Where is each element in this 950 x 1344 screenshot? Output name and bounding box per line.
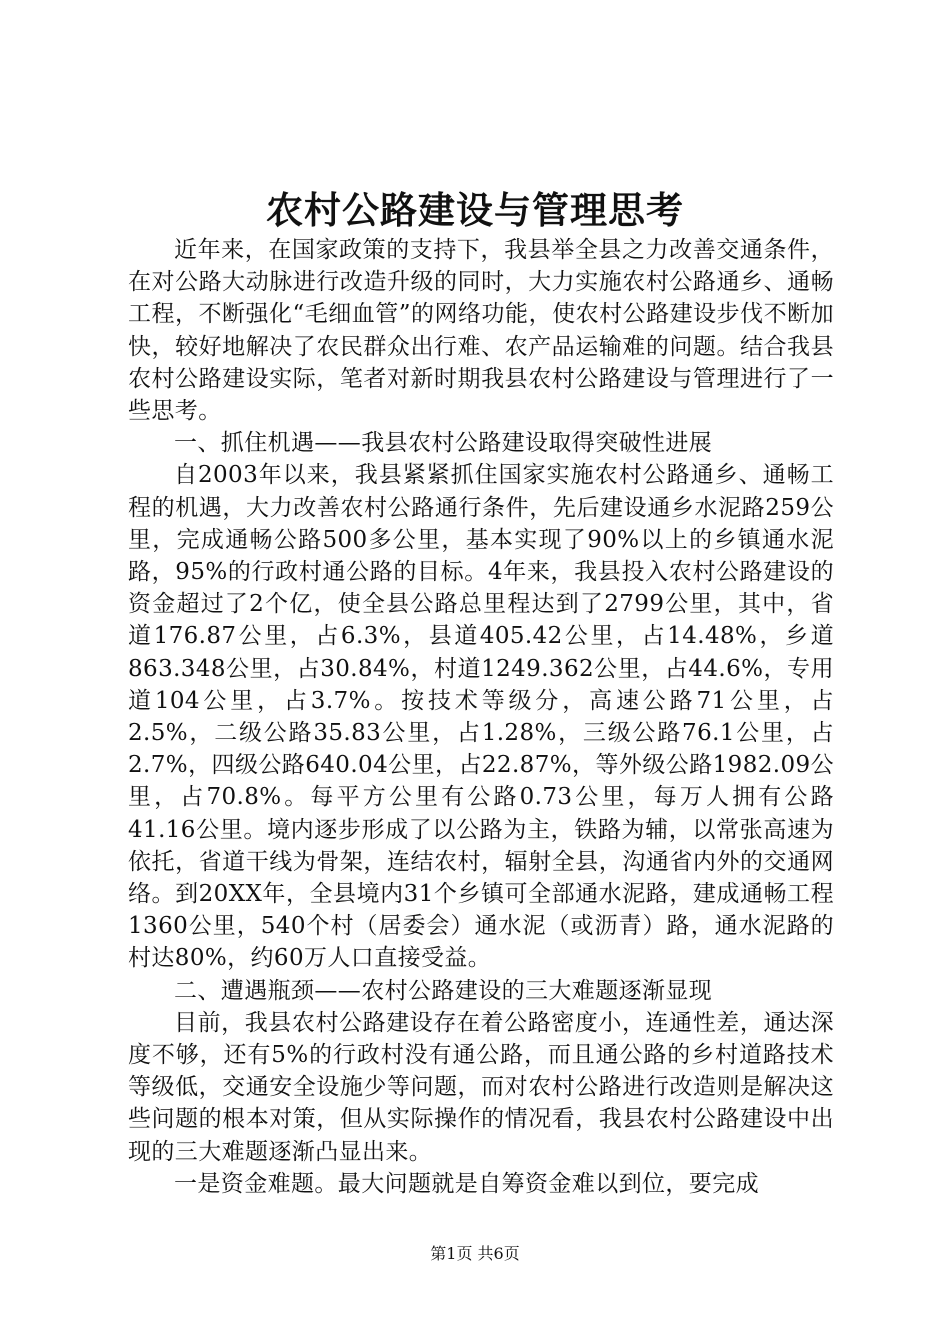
document-body: [128, 234, 834, 1200]
section-2-paragraph-continued: 一是资金难题。最大问题就是自筹资金难以到位，要完成: [174, 1170, 759, 1197]
page-footer: 第1页 共6页: [430, 1244, 520, 1263]
section-heading-2: 二、遭遇瓶颈——农村公路建设的三大难题逐渐显现: [174, 977, 713, 1004]
section-2-paragraph: 目前，我县农村公路建设存在着公路密度小，连通性差，通达深度不够，还有5%的行政村没有通公路，而且通公路的乡村道路技术等级低，交通安全设施少等问题，而对农村公路进行改造则是解决这些问题的根本对策，但从实际操作的情况看，我县农村公路建设中出现的三大难题逐渐凸显出来。: [128, 1009, 834, 1165]
intro-paragraph: 近年来，在国家政策的支持下，我县举全县之力改善交通条件，在对公路大动脉进行改造升级的同时，大力实施农村公路通乡、通畅工程，不断强化“毛细血管”的网络功能，使农村公路建设步伐不断加快，较好地解决了农民群众出行难、农产品运输难的问题。结合我县农村公路建设实际，笔者对新时期我县农村公路建设与管理进行了一些思考。: [128, 237, 834, 425]
document-title: 农村公路建设与管理思考: [266, 188, 684, 232]
section-heading-1: 一、抓住机遇——我县农村公路建设取得突破性进展: [174, 430, 713, 457]
section-1-paragraph: 自2003年以来，我县紧紧抓住国家实施农村公路通乡、通畅工程的机遇，大力改善农村公路通行条件，先后建设通乡水泥路259公里，完成通畅公路500多公里，基本实现了90%以上的乡镇通水泥路，95%的行政村通公路的目标。4年来，我县投入农村公路建设的资金超过了2个亿，使全县公路总里程达到了2799公里，其中，省道176.87公里，占6.3%，县道405.42公里，占14.48%，乡道863.348公里，占30.84%，村道1249.362公里，占44.6%，专用道104公里，占3.7%。按技术等级分，高速公路71公里，占2.5%，二级公路35.83公里，占1.28%，三级公路76.1公里，占2.7%，四级公路640.04公里，占22.87%，等外级公路1982.09公里，占70.8%。每平方公里有公路0.73公里，每万人拥有公路41.16公里。境内逐步形成了以公路为主，铁路为辅，以常张高速为依托，省道干线为骨架，连结农村，辐射全县，沟通省内外的交通网络。到20XX年，全县境内31个乡镇可全部通水泥路，建成通畅工程1360公里，540个村（居委会）通水泥（或沥青）路，通水泥路的村达80%，约60万人口直接受益。: [128, 462, 834, 972]
